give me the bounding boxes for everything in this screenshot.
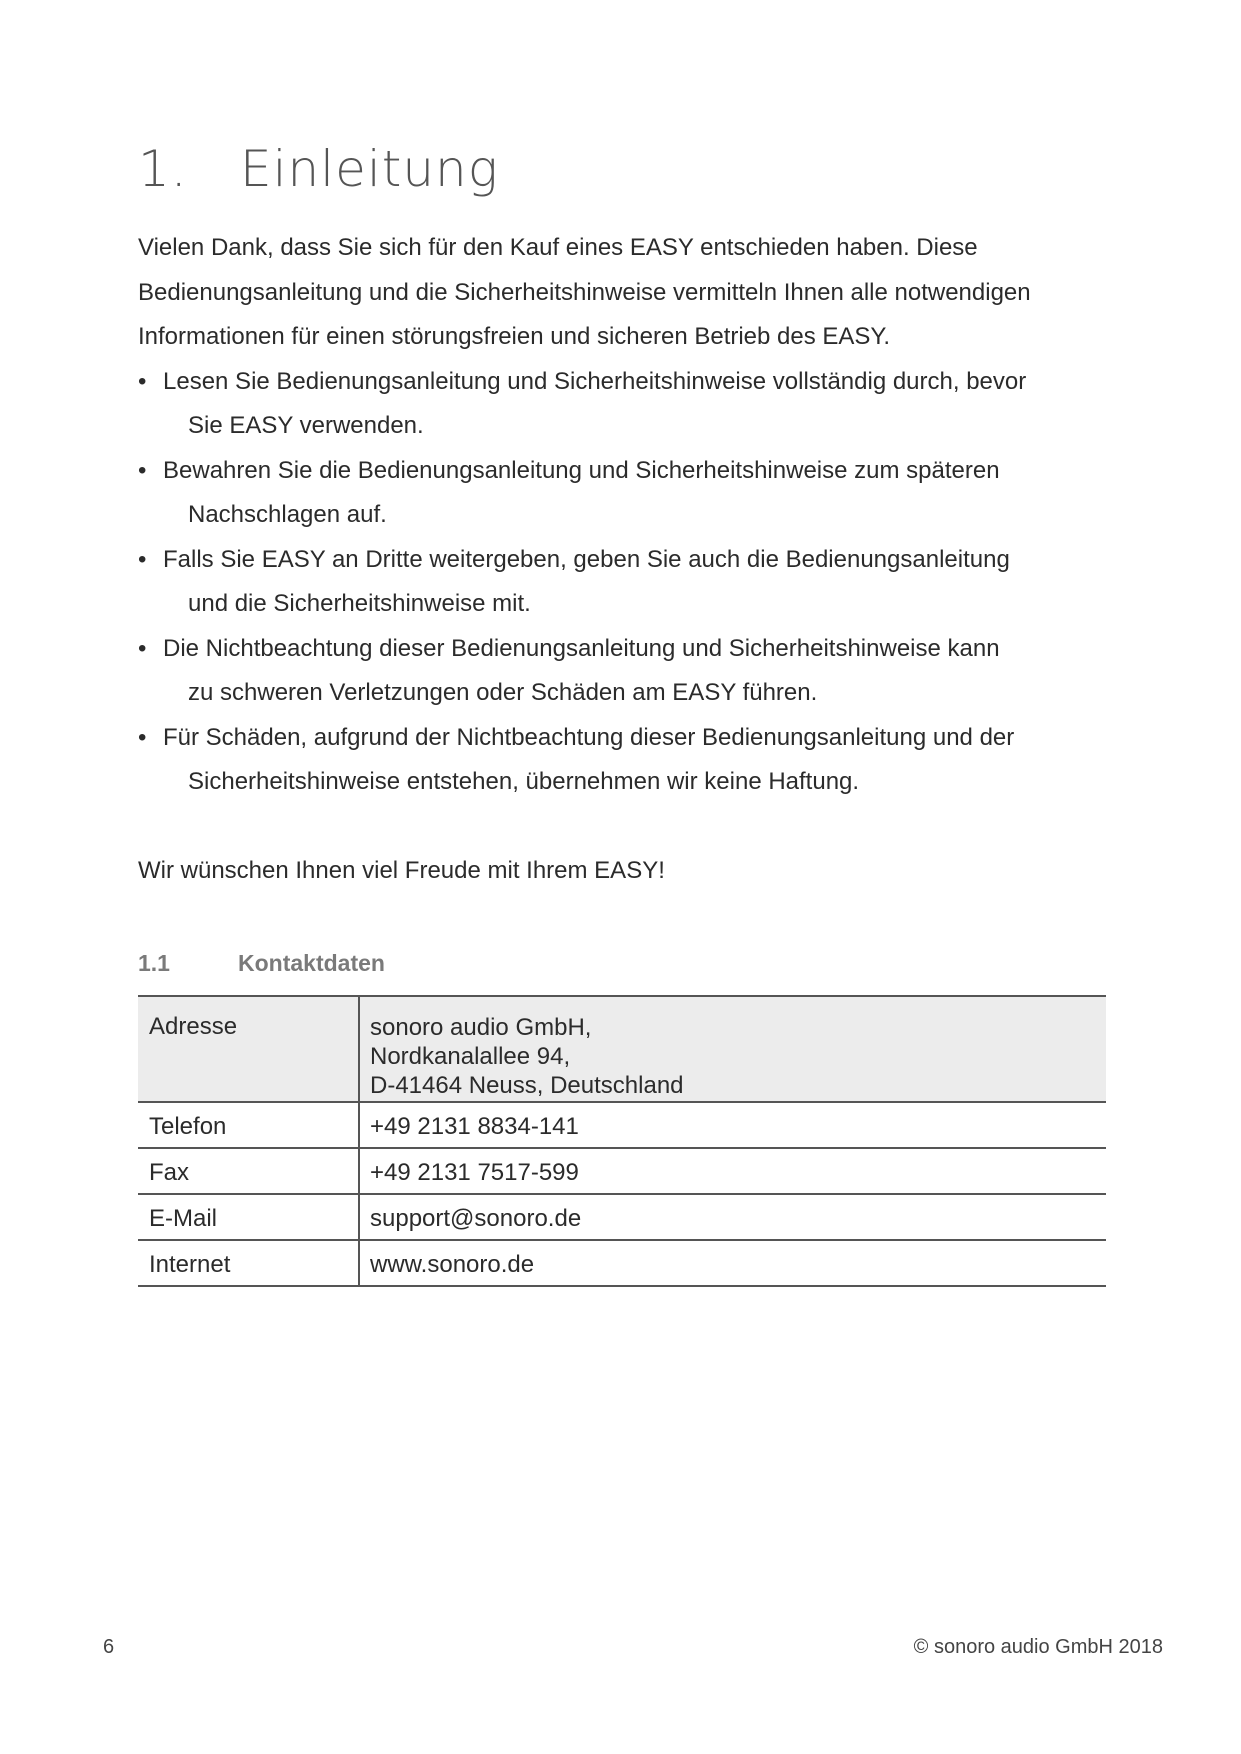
list-item-text: Sie EASY verwenden. — [188, 412, 424, 439]
intro-line: Bedienungsanleitung und die Sicherheitshinweise vermitteln Ihnen alle notwendigen — [138, 278, 1031, 306]
section-number: 1.1 — [138, 950, 170, 976]
table-row-email — [138, 1194, 1106, 1240]
list-item — [138, 716, 1098, 805]
table-row-fax — [138, 1148, 1106, 1194]
list-item — [138, 538, 1098, 627]
bullet-icon: • — [138, 723, 147, 751]
table-row-phone — [138, 1102, 1106, 1148]
list-item — [138, 360, 1098, 449]
list-item-text: Nachschlagen auf. — [188, 501, 387, 528]
contact-value — [359, 996, 1106, 1102]
list-item-text: Sicherheitshinweise entstehen, übernehmen wir keine Haftung. — [188, 768, 860, 795]
list-item-text: Bewahren Sie die Bedienungsanleitung und Sicherheitshinweise zum späteren — [163, 456, 1000, 484]
contact-value: support@sonoro.de — [370, 1205, 582, 1232]
contact-value: www.sonoro.de — [370, 1251, 535, 1278]
chapter-title: Einleitung — [240, 140, 499, 198]
table-row-internet — [138, 1240, 1106, 1286]
notice-list — [138, 360, 1098, 805]
intro-section — [138, 226, 1098, 893]
bullet-icon: • — [138, 367, 147, 395]
intro-paragraph — [138, 226, 1098, 360]
copyright-notice: © sonoro audio GmbH 2018 — [913, 1636, 1163, 1658]
page-number: 6 — [103, 1636, 115, 1658]
list-item-text: und die Sicherheitshinweise mit. — [188, 590, 531, 617]
address-line: D-41464 Neuss, Deutschland — [370, 1072, 684, 1099]
address-line: sonoro audio GmbH, — [370, 1014, 592, 1041]
bullet-icon: • — [138, 545, 147, 573]
list-item-text: Die Nichtbeachtung dieser Bedienungsanleitung und Sicherheitshinweise kann — [163, 634, 1000, 662]
contact-value: +49 2131 7517-599 — [370, 1159, 579, 1186]
list-item-text: Falls Sie EASY an Dritte weitergeben, geben Sie auch die Bedienungsanleitung — [163, 545, 1010, 573]
contact-label: E-Mail — [138, 1194, 359, 1240]
intro-line: Vielen Dank, dass Sie sich für den Kauf eines EASY entschieden haben. Diese — [138, 234, 978, 261]
contact-label: Fax — [138, 1148, 359, 1194]
list-item-text: zu schweren Verletzungen oder Schäden am EASY führen. — [188, 679, 818, 706]
bullet-icon: • — [138, 634, 147, 662]
list-item-text: Für Schäden, aufgrund der Nichtbeachtung dieser Bedienungsanleitung und der — [163, 723, 1015, 751]
list-item-text: Lesen Sie Bedienungsanleitung und Sicherheitshinweise vollständig durch, bevor — [163, 367, 1027, 395]
intro-line: Informationen für einen störungsfreien und sicheren Betrieb des EASY. — [138, 323, 891, 350]
contact-label: Adresse — [138, 996, 359, 1102]
section-title: Kontaktdaten — [238, 950, 385, 976]
list-item — [138, 449, 1098, 538]
contact-label: Telefon — [138, 1102, 359, 1148]
address-line: Nordkanalallee 94, — [370, 1043, 571, 1070]
table-row-address — [138, 996, 1106, 1102]
bullet-icon: • — [138, 456, 147, 484]
contact-table — [138, 995, 1106, 1287]
closing-text: Wir wünschen Ihnen viel Freude mit Ihrem EASY! — [138, 856, 665, 884]
contact-label: Internet — [138, 1240, 359, 1286]
chapter-number: 1. — [138, 140, 188, 198]
contact-value: +49 2131 8834-141 — [370, 1113, 579, 1140]
list-item — [138, 627, 1098, 716]
